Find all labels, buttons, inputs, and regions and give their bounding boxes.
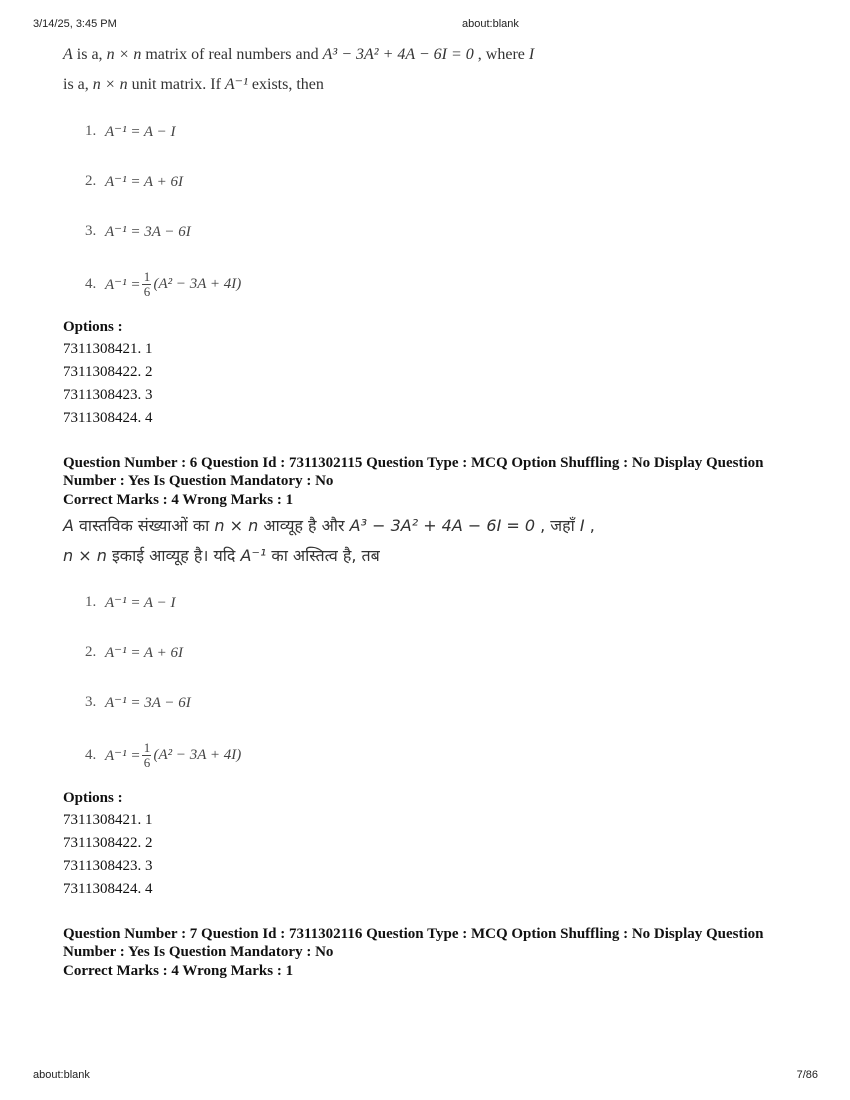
question-5-line-1: A is a, n × n matrix of real numbers and A³ − 3A² + 4A − 6I = 0 , where I [63,46,535,63]
option-line: 7311308422. 2 [63,835,153,851]
answer-choice: 4. A⁻¹ = $\frac{1}{6}$ (A² − 3A + 4I) [85,739,242,770]
question-7-block [63,925,803,982]
option-line: 7311308421. 1 [63,341,153,357]
question-6-block [63,454,803,901]
question-5-line-2: is a, n × n unit matrix. If A⁻¹ exists, then [63,76,324,93]
answer-choice: 1. A⁻¹ = A − I [85,593,176,611]
option-line: 7311308424. 4 [63,410,153,426]
option-line: 7311308422. 2 [63,364,153,380]
option-line: 7311308421. 1 [63,812,153,828]
print-timestamp: 3/14/25, 3:45 PM [33,18,117,30]
question-6-meta: Question Number : 6 Question Id : 7311302115 Question Type : MCQ Option Shuffling : No Display Question Number : Yes Is Question Mandatory : No [63,455,764,489]
answer-choice: 2. A⁻¹ = A + 6I [85,643,183,661]
answer-choice: 2. A⁻¹ = A + 6I [85,172,183,190]
question-6-marks: Correct Marks : 4 Wrong Marks : 1 [63,492,294,508]
question-7-meta: Question Number : 7 Question Id : 7311302116 Question Type : MCQ Option Shuffling : No Display Question Number : Yes Is Question Mandatory : No [63,926,764,960]
equation: A³ − 3A² + 4A − 6I = 0 [349,516,536,535]
option-line: 7311308424. 4 [63,881,153,897]
fraction: $\frac{1}{6}$ [143,268,151,299]
equation: A³ − 3A² + 4A − 6I = 0 [322,46,474,63]
browser-print-footer [0,1069,850,1085]
question-6-line-2: n × n इकाई आव्यूह है। यदि A⁻¹ का अस्तित्व है, तब [63,546,380,565]
page-number: 7/86 [796,1069,818,1081]
question-5-text [63,40,803,100]
option-line: 7311308423. 3 [63,387,153,403]
answer-choice: 4. A⁻¹ = $\frac{1}{6}$ (A² − 3A + 4I) [85,268,242,299]
fraction: $\frac{1}{6}$ [143,739,151,770]
print-footer-url: about:blank [33,1069,90,1081]
browser-print-header [0,18,850,34]
answer-choice: 1. A⁻¹ = A − I [85,122,176,140]
print-header-url: about:blank [462,18,519,30]
options-label: Options : [63,319,123,335]
question-7-marks: Correct Marks : 4 Wrong Marks : 1 [63,963,294,979]
option-line: 7311308423. 3 [63,858,153,874]
options-label: Options : [63,790,123,806]
answer-choice: 3. A⁻¹ = 3A − 6I [85,222,191,240]
question-6-line-1: A वास्तविक संख्याओं का n × n आव्यूह है और A³ − 3A² + 4A − 6I = 0 , जहाँ I , [63,516,595,535]
question-6-text [63,511,803,571]
document-content [63,40,803,982]
answer-choice: 3. A⁻¹ = 3A − 6I [85,693,191,711]
question-5-block [63,40,803,430]
